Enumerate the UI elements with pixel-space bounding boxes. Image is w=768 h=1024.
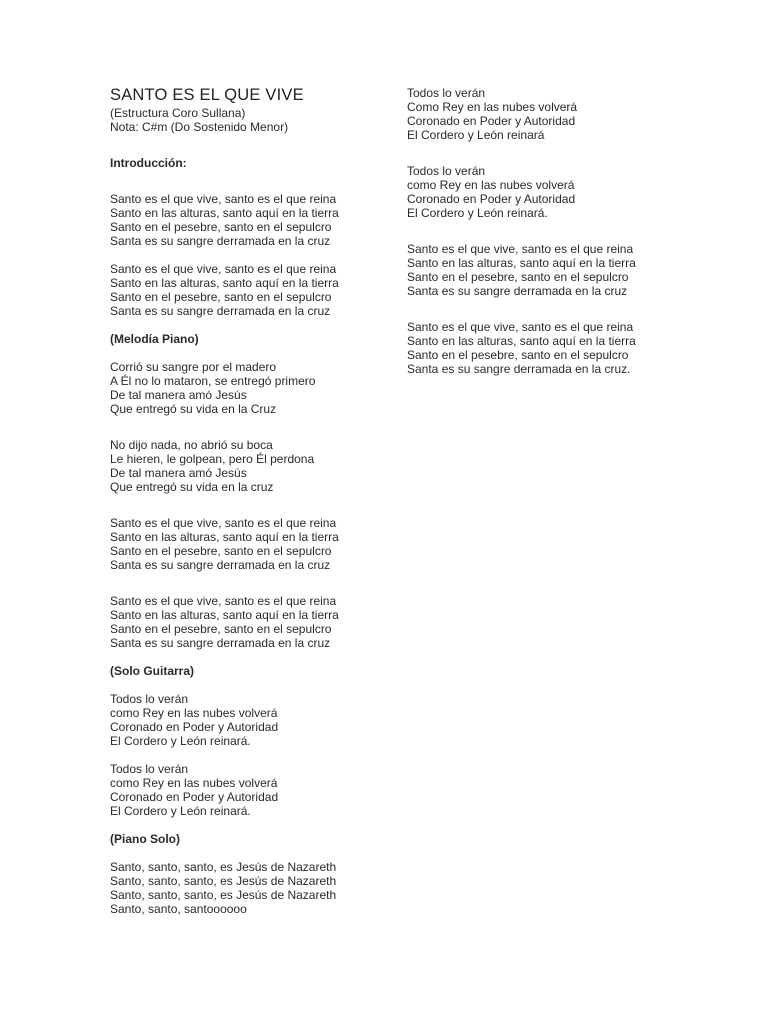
lyric-line: Santo es el que vive, santo es el que reina [110, 594, 337, 608]
lyric-line: El Cordero y León reinará [407, 128, 545, 142]
lyric-line: Le hieren, le golpean, pero Él perdona [110, 452, 315, 466]
lyric-line: Santo es el que vive, santo es el que reina [110, 192, 337, 206]
lyric-line: Todos lo verán [407, 164, 486, 178]
lyric-line: No dijo nada, no abrió su boca [110, 438, 273, 452]
lyric-line: Santo es el que vive, santo es el que reina [407, 242, 634, 256]
left-chorus-1 [110, 192, 385, 248]
lyric-line: De tal manera amó Jesús [110, 466, 247, 480]
lyric-line: Coronado en Poder y Autoridad [407, 192, 576, 206]
lyric-line: como Rey en las nubes volverá [110, 776, 278, 790]
lyric-line: El Cordero y León reinará. [110, 734, 251, 748]
lyric-line: Santo en el pesebre, santo en el sepulcro [407, 348, 629, 362]
lyric-line: Santa es su sangre derramada en la cruz [110, 558, 331, 572]
right-chorus-1 [407, 242, 697, 298]
lyric-line: Coronado en Poder y Autoridad [110, 790, 279, 804]
intro-heading: Introducción: [110, 156, 187, 170]
lyric-line: Santo en el pesebre, santo en el sepulcro [110, 622, 332, 636]
left-verse-2 [110, 438, 385, 494]
left-bridge-2 [110, 762, 385, 818]
lyric-line: Que entregó su vida en la Cruz [110, 402, 277, 416]
lyric-line: Todos lo verán [110, 692, 189, 706]
lyric-line: Coronado en Poder y Autoridad [407, 114, 576, 128]
lyric-line: Santa es su sangre derramada en la cruz [110, 234, 331, 248]
song-title: SANTO ES EL QUE VIVE [110, 86, 304, 104]
lyric-line: Coronado en Poder y Autoridad [110, 720, 279, 734]
lyric-line: Santo en el pesebre, santo en el sepulcro [110, 220, 332, 234]
lyric-line: Todos lo verán [110, 762, 189, 776]
lyric-line: El Cordero y León reinará. [407, 206, 548, 220]
lyric-line: Santo en las alturas, santo aquí en la tierra [110, 608, 339, 622]
lyric-line: Santo en las alturas, santo aquí en la tierra [110, 206, 339, 220]
lyric-line: Como Rey en las nubes volverá [407, 100, 578, 114]
left-verse-1 [110, 360, 385, 416]
lyric-line: Santo en las alturas, santo aquí en la tierra [407, 334, 636, 348]
piano-heading: (Melodía Piano) [110, 332, 199, 346]
lyric-line: Santo es el que vive, santo es el que reina [110, 516, 337, 530]
left-column [110, 86, 385, 916]
lyric-line: como Rey en las nubes volverá [407, 178, 575, 192]
right-bridge-1 [407, 86, 697, 142]
piano-solo-heading: (Piano Solo) [110, 832, 180, 846]
lyric-line: Santo en el pesebre, santo en el sepulcro [407, 270, 629, 284]
lyric-line: De tal manera amó Jesús [110, 388, 247, 402]
right-column [407, 86, 697, 376]
left-chorus-4 [110, 594, 385, 650]
lyric-line: Santo en las alturas, santo aquí en la tierra [407, 256, 636, 270]
lyric-line: Santo en las alturas, santo aquí en la tierra [110, 530, 339, 544]
lyric-line: Santo, santo, santo, es Jesús de Nazareth [110, 888, 337, 902]
lyric-line: Santo es el que vive, santo es el que reina [110, 262, 337, 276]
lyric-line: Santo, santo, santo, es Jesús de Nazareth [110, 874, 337, 888]
song-subtitle: (Estructura Coro Sullana) [110, 106, 246, 120]
lyric-line: El Cordero y León reinará. [110, 804, 251, 818]
lyric-line: Todos lo verán [407, 86, 486, 100]
guitar-heading: (Solo Guitarra) [110, 664, 195, 678]
left-chorus-2 [110, 262, 385, 318]
left-chorus-3 [110, 516, 385, 572]
left-bridge-1 [110, 692, 385, 748]
lyric-line: Santo, santo, santo, es Jesús de Nazareth [110, 860, 337, 874]
lyric-line: Santa es su sangre derramada en la cruz. [407, 362, 631, 376]
lyric-line: Corrió su sangre por el madero [110, 360, 277, 374]
lyric-line: Santa es su sangre derramada en la cruz [110, 304, 331, 318]
lyric-line: A Él no lo mataron, se entregó primero [110, 374, 316, 388]
lyric-line: Santo en las alturas, santo aquí en la tierra [110, 276, 339, 290]
lyric-line: Santo en el pesebre, santo en el sepulcro [110, 290, 332, 304]
lyric-line: como Rey en las nubes volverá [110, 706, 278, 720]
left-santo-lines [110, 860, 385, 916]
lyric-line: Santo es el que vive, santo es el que reina [407, 320, 634, 334]
right-bridge-2 [407, 164, 697, 220]
lyric-line: Santa es su sangre derramada en la cruz [407, 284, 628, 298]
lyric-line: Santo en el pesebre, santo en el sepulcro [110, 544, 332, 558]
right-chorus-2 [407, 320, 697, 376]
lyric-line: Que entregó su vida en la cruz [110, 480, 274, 494]
song-key: Nota: C#m (Do Sostenido Menor) [110, 120, 289, 134]
lyric-line: Santo, santo, santoooooo [110, 902, 247, 916]
lyric-line: Santa es su sangre derramada en la cruz [110, 636, 331, 650]
